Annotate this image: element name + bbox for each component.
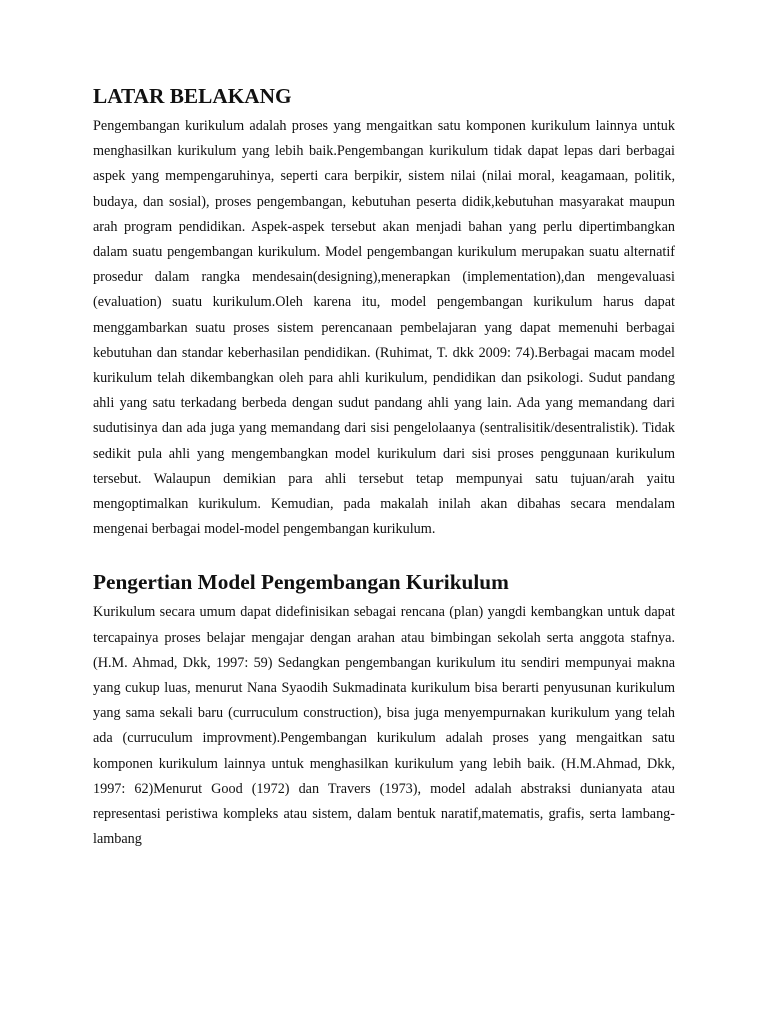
section-heading-pengertian-model: Pengertian Model Pengembangan Kurikulum <box>93 570 509 595</box>
section-heading-latar-belakang: LATAR BELAKANG <box>93 84 292 108</box>
section-paragraph-pengertian-model: Kurikulum secara umum dapat didefinisikan sebagai rencana (plan) yangdi kembangkan untuk dapat tercapainya proses belajar mengajar dengan arahan atau bimbingan sekolah serta anggota stafnya. (H.M. Ahmad, Dkk, 1997: 59) Sedangkan pengembangan kurikulum itu sendiri mempunyai makna yang cukup luas, menurut Nana Syaodih Sukmadinata kurikulum bisa berarti penyusunan kurikulum yang sama sekali baru (curruculum construction), bisa juga menyempurnakan kurikulum yang telah ada (curruculum improvment).Pengembangan kurikulum adalah proses yang mengaitkan satu komponen kurikulum lainnya untuk menghasilkan kurikulum yang lebih baik. (H.M.Ahmad, Dkk, 1997: 62)Menurut Good (1972) dan Travers (1973), model adalah abstraksi dunianyata atau representasi peristiwa kompleks atau sistem, dalam bentuk naratif,matematis, grafis, serta lambang-lambang <box>93 604 675 848</box>
document-page <box>93 86 675 852</box>
section-paragraph-latar-belakang: Pengembangan kurikulum adalah proses yang mengaitkan satu komponen kurikulum lainnya untuk menghasilkan kurikulum yang lebih baik.Pengembangan kurikulum tidak dapat lepas dari berbagai aspek yang mempengaruhinya, seperti cara berpikir, sistem nilai (nilai moral, keagamaan, politik, budaya, dan sosial), proses pengembangan, kebutuhan peserta didik,kebutuhan masyarakat maupun arah program pendidikan. Aspek-aspek tersebut akan menjadi bahan yang perlu dipertimbangkan dalam suatu pengembangan kurikulum. Model pengembangan kurikulum merupakan suatu alternatif prosedur dalam rangka mendesain(designing),menerapkan (implementation),dan mengevaluasi (evaluation) suatu kurikulum.Oleh karena itu, model pengembangan kurikulum harus dapat menggambarkan suatu proses sistem perencanaan pembelajaran yang dapat memenuhi berbagai kebutuhan dan standar keberhasilan pendidikan. (Ruhimat, T. dkk 2009: 74).Berbagai macam model kurikulum telah dikembangkan oleh para ahli kurikulum, pendidikan dan psikologi. Sudut pandang ahli yang satu terkadang berbeda dengan sudut pandang ahli yang lain. Ada yang memandang dari sudutisinya dan ada juga yang memandang dari sisi pengelolaanya (sentralisitik/desentralistik). Tidak sedikit pula ahli yang mengembangkan model kurikulum dari sisi proses penggunaan kurikulum tersebut. Walaupun demikian para ahli tersebut tetap mempunyai satu tujuan/arah yaitu mengoptimalkan kurikulum. Kemudian, pada makalah inilah akan dibahas secara mendalam mengenai berbagai model-model pengembangan kurikulum. <box>93 118 675 538</box>
